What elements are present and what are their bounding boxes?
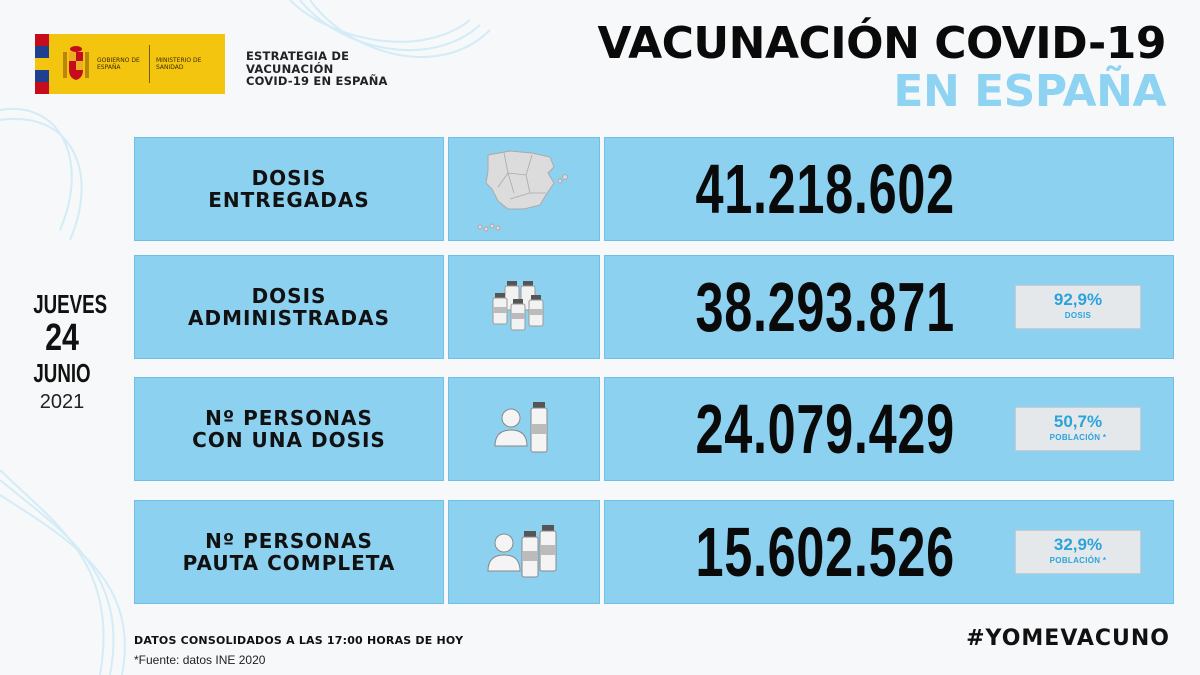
date-weekday: JUEVES [33,289,108,319]
stat-value: 41.218.602 [695,150,955,228]
stat-row-personas-una-dosis [134,377,1174,481]
vaccine-vials-icon [489,277,559,337]
flag-icon [35,34,49,94]
footer-source: *Fuente: datos INE 2020 [134,653,266,667]
stat-row-personas-pauta-completa [134,500,1174,604]
hashtag: #YOMEVACUNO [966,626,1170,651]
spain-map-icon [474,143,574,235]
footer-note: DATOS CONSOLIDADOS A LAS 17:00 HORAS DE HOY [134,634,464,647]
stat-label: DOSIS ADMINISTRADAS [187,284,390,330]
stat-row-dosis-administradas [134,255,1174,359]
percentage-badge: 50,7% POBLACIÓN * [1015,407,1141,451]
stat-value: 15.602.526 [695,513,955,591]
report-date [22,289,108,416]
person-single-vial-icon [489,398,559,460]
page-subtitle: EN ESPAÑA [893,66,1166,117]
page-title: VACUNACIÓN COVID-19 [597,18,1166,69]
stat-label: Nº PERSONAS CON UNA DOSIS [192,406,386,452]
person-two-vials-icon [486,521,562,583]
coat-of-arms-icon [59,44,93,84]
date-day: 24 [45,317,79,359]
date-month: JUNIO [33,358,91,388]
ministerio-text: MINISTERIO DE SANIDAD [156,57,202,71]
strategy-text: ESTRATEGIA DE VACUNACIÓN COVID-19 EN ESPAÑA [246,49,388,88]
percentage-badge: 92,9% DOSIS [1015,285,1141,329]
stat-label: Nº PERSONAS PAUTA COMPLETA [182,529,396,575]
stat-row-dosis-entregadas [134,137,1174,241]
date-year: 2021 [39,391,85,413]
gobierno-logo [35,34,225,94]
stat-label: DOSIS ENTREGADAS [208,166,370,212]
gobierno-text: GOBIERNO DE ESPAÑA [97,57,140,71]
stat-value: 24.079.429 [695,390,955,468]
percentage-badge: 32,9% POBLACIÓN * [1015,530,1141,574]
stat-value: 38.293.871 [695,268,955,346]
